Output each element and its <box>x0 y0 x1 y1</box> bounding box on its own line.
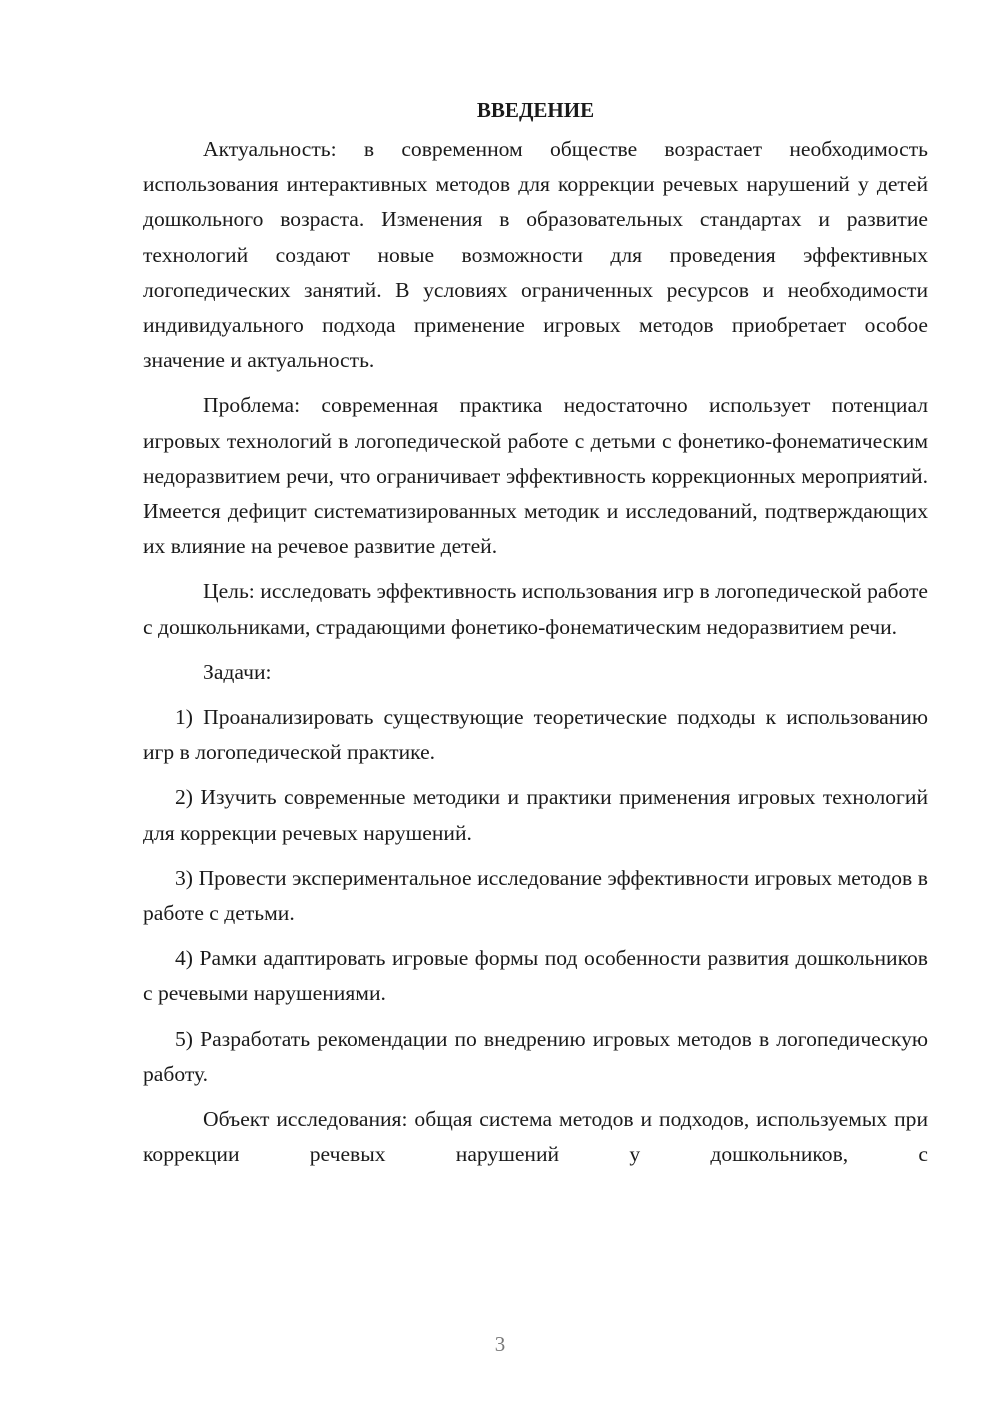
page-number: 3 <box>494 1332 506 1356</box>
task-item-3: 3) Провести экспериментальное исследование эффективности игровых методов в работе с детьми. <box>143 865 928 926</box>
task-item-2: 2) Изучить современные методики и практики применения игровых технологий для коррекции речевых нарушений. <box>143 785 928 845</box>
task-item-1: 1) Проанализировать существующие теоретические подходы к использованию игр в логопедической практике. <box>143 705 928 765</box>
relevance-paragraph: Актуальность: в современном обществе возрастает необходимость использования интерактивных методов для коррекции речевых нарушений у детей дошкольного возраста. Изменения в образовательных стандартах и развитие технологий создают новые возможности для проведения эффективных логопедических занятий. В условиях ограниченных ресурсов и необходимости индивидуального подхода применение игровых методов приобретает особое значение и актуальность. <box>143 137 928 373</box>
problem-paragraph: Проблема: современная практика недостаточно использует потенциал игровых технологий в логопедической работе с детьми с фонетико-фонематическим недоразвитием речи, что ограничивает эффективность коррекционных мероприятий. Имеется дефицит систематизированных методик и исследований, подтверждающих их влияние на речевое развитие детей. <box>143 393 928 559</box>
goal-paragraph: Цель: исследовать эффективность использования игр в логопедической работе с дошкольниками, страдающими фонетико-фонематическим недоразвитием речи. <box>143 579 928 639</box>
section-title: ВВЕДЕНИЕ <box>476 98 595 122</box>
tasks-heading: Задачи: <box>203 659 272 684</box>
task-item-5: 5) Разработать рекомендации по внедрению игровых методов в логопедическую работу. <box>143 1026 928 1086</box>
task-item-4: 4) Рамки адаптировать игровые формы под особенности развития дошкольников с речевыми нарушениями. <box>143 946 928 1006</box>
document-page <box>143 92 928 1172</box>
object-paragraph: Объект исследования: общая система методов и подходов, используемых при коррекции речевых нарушений у дошкольников, с <box>143 1107 928 1167</box>
